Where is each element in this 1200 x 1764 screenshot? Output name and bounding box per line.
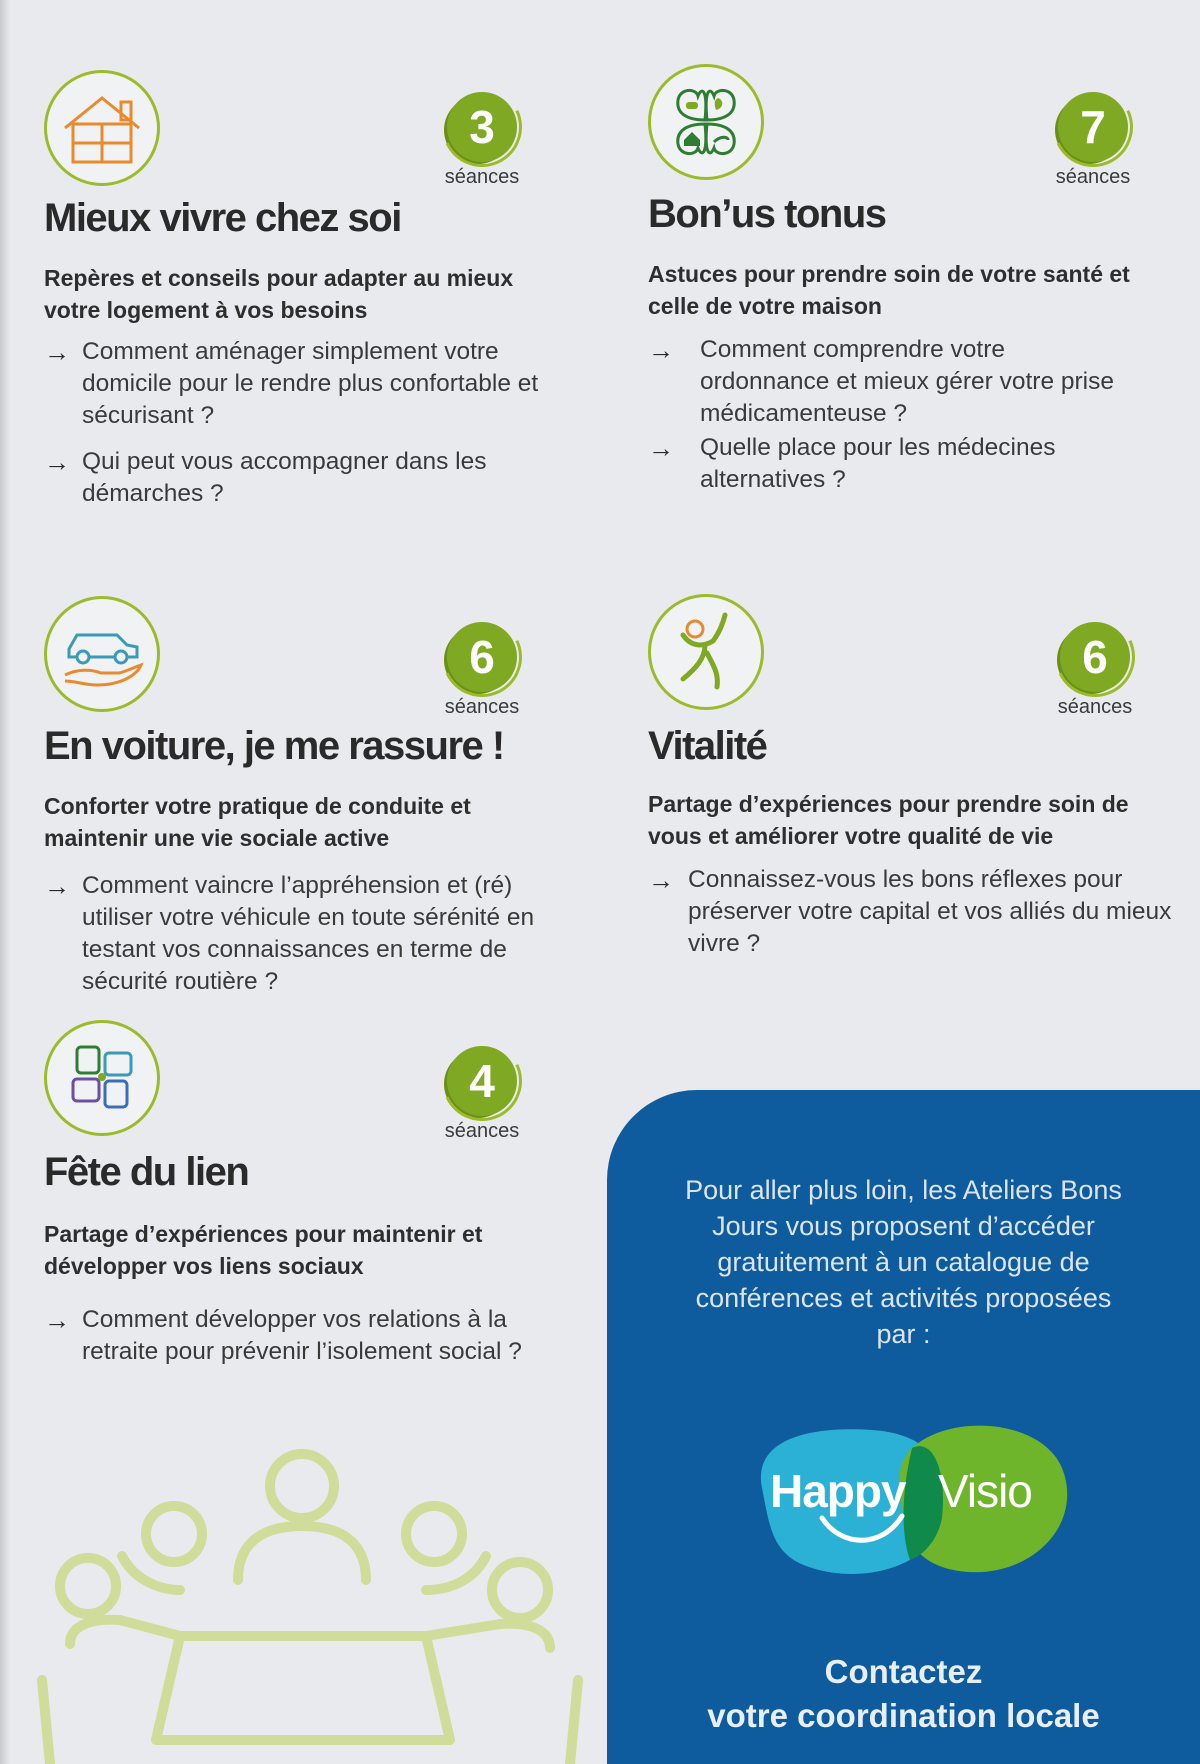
- list-item: → Comment développer vos relations à la retraite pour prévenir l’isolement social ?: [44, 1305, 522, 1365]
- workshop-title: Mieux vivre chez soi: [44, 196, 401, 240]
- list-item: → Connaissez-vous les bons réflexes pour préserver votre capital et vos alliés du mieux vivre ?: [648, 865, 1172, 957]
- workshop-subtitle: Repères et conseils pour adapter au mieux votre logement à vos besoins: [44, 265, 514, 323]
- workshop-points: [648, 334, 1128, 510]
- car-in-hand-icon: [44, 596, 160, 712]
- meeting-table-illustration: [30, 1440, 590, 1764]
- workshop-subtitle: Conforter votre pratique de conduite et maintenir une vie sociale active: [44, 793, 471, 851]
- sessions-label: séances: [1055, 166, 1131, 188]
- workshop-title: En voiture, je me rassure !: [44, 724, 504, 768]
- sessions-badge: [427, 92, 537, 189]
- joined-hands-icon: [44, 1020, 160, 1136]
- workshop-points: [44, 870, 574, 1012]
- sessions-badge: [1038, 92, 1148, 189]
- sessions-label: séances: [444, 166, 520, 188]
- jumping-person-icon: [648, 594, 764, 710]
- workshop-points: [44, 1304, 544, 1382]
- workshop-title: Fête du lien: [44, 1150, 249, 1194]
- happyvisio-promo: [607, 1090, 1200, 1764]
- workshop-title: Vitalité: [648, 724, 767, 768]
- workshop-subtitle: Partage d’expériences pour prendre soin de vous et améliorer votre qualité de vie: [648, 791, 1129, 849]
- sessions-label: séances: [1057, 696, 1133, 718]
- logo-word-happy: Happy: [770, 1465, 906, 1517]
- list-item: → Comment aménager simplement votre domicile pour le rendre plus confortable et sécurisant ?: [44, 337, 539, 429]
- arrow-right-icon: →: [44, 337, 70, 367]
- list-item: → Comment comprendre votre ordonnance et mieux gérer votre prise médicamenteuse ?: [648, 335, 1114, 427]
- list-item: → Quelle place pour les médecines alternatives ?: [648, 433, 1056, 493]
- workshop-title: Bon’us tonus: [648, 192, 886, 236]
- list-item: → Comment vaincre l’appréhension et (ré) utiliser votre véhicule en toute sérénité en testant vos connaissances en terme de sécurité routière ?: [44, 871, 535, 995]
- happyvisio-logo[interactable]: [742, 1408, 1072, 1588]
- workshop-subtitle: Partage d’expériences pour maintenir et développer vos liens sociaux: [44, 1221, 483, 1279]
- contact-line-1: Contactez: [824, 1653, 983, 1690]
- promo-text: Pour aller plus loin, les Ateliers Bons Jours vous proposent d’accéder gratuitement à un catalogue de conférences et activités proposées par :: [685, 1175, 1122, 1349]
- arrow-right-icon: →: [44, 447, 70, 477]
- sessions-count: 6: [1060, 622, 1130, 692]
- logo-word-visio: Visio: [938, 1465, 1032, 1517]
- contact-line-2: votre coordination locale: [707, 1697, 1100, 1734]
- sessions-count: 7: [1058, 92, 1128, 162]
- sessions-count: 3: [447, 92, 517, 162]
- page-edge: [0, 0, 10, 1764]
- sessions-count: 6: [447, 622, 517, 692]
- clover-health-icon: [648, 64, 764, 180]
- sessions-badge: [427, 1046, 537, 1143]
- house-icon: [44, 70, 160, 186]
- sessions-badge: [1040, 622, 1150, 719]
- contact-text: [607, 1650, 1200, 1738]
- sessions-badge: [427, 622, 537, 719]
- arrow-right-icon: →: [648, 335, 674, 365]
- arrow-right-icon: →: [44, 871, 70, 901]
- list-item: → Qui peut vous accompagner dans les démarches ?: [44, 447, 487, 507]
- workshop-points: [648, 864, 1183, 974]
- arrow-right-icon: →: [44, 1305, 70, 1335]
- arrow-right-icon: →: [648, 865, 674, 895]
- workshop-points: [44, 336, 554, 524]
- sessions-count: 4: [447, 1046, 517, 1116]
- sessions-label: séances: [444, 696, 520, 718]
- sessions-label: séances: [444, 1120, 520, 1142]
- arrow-right-icon: →: [648, 433, 674, 463]
- workshop-subtitle: Astuces pour prendre soin de votre santé et celle de votre maison: [648, 261, 1130, 319]
